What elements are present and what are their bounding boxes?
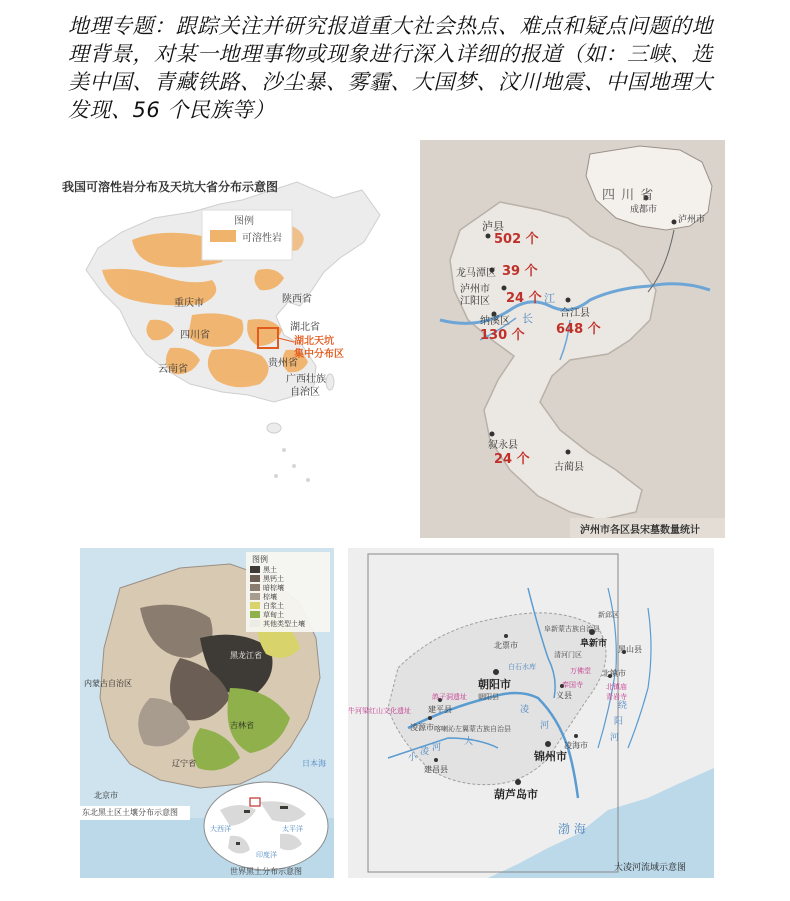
- county-name-gulin: 古蔺县: [554, 462, 584, 473]
- luzhou-inset-marker: [672, 220, 677, 225]
- label-guangxi-1: 广西壮族: [286, 374, 326, 385]
- county-count-hejiang: 648 个: [556, 322, 601, 337]
- city-jinzhou: 锦州市: [534, 750, 567, 763]
- soil-legend-swatches: [250, 566, 260, 627]
- river-char-1: 凌: [520, 705, 530, 715]
- soil-legend-item-5: 草甸土: [263, 611, 284, 619]
- river-char-8: 河: [610, 733, 620, 743]
- intro-paragraph: 地理专题：跟踪关注并研究报道重大社会热点、难点和疑点问题的地理背景，对某一地理事物或现象进行深入详细的报道（如：三峡、选美中国、青藏铁路、沙尘暴、雾霾、大国梦、汶川地震、中国地理大发现、56 个民族等）: [68, 14, 713, 122]
- label-bohai: 渤 海: [558, 822, 586, 836]
- label-kazuo: 喀喇沁左翼蒙古族自治县: [434, 725, 511, 733]
- county-name-longmatan: 龙马潭区: [456, 268, 496, 279]
- label-jilin: 吉林省: [230, 721, 254, 730]
- black-soil-map: [80, 548, 334, 878]
- soil-map-caption: 东北黑土区土壤分布示意图: [82, 808, 178, 817]
- label-atlantic: 大西洋: [210, 825, 231, 833]
- luzhou-map-caption: 泸州市各区县宋墓数量统计: [580, 525, 700, 536]
- city-jianping: 建平县: [428, 705, 452, 714]
- label-niuheliang: 牛河梁红山文化遗址: [348, 707, 411, 715]
- county-name-xuyong: 叙永县: [488, 440, 518, 451]
- daling-map-caption: 大凌河流域示意图: [614, 863, 687, 873]
- soil-legend-item-4: 白浆土: [263, 602, 284, 610]
- label-shaanxi: 陕西省: [282, 294, 312, 305]
- soil-legend-item-1: 黑钙土: [263, 575, 284, 583]
- city-linghai: 凌海市: [564, 741, 588, 750]
- inset-luzhou-label: 泸州市: [678, 215, 706, 225]
- label-hubei: 湖北省: [290, 322, 320, 333]
- label-liaoning: 辽宁省: [172, 759, 196, 768]
- city-fuxin: 阜新市: [580, 639, 608, 649]
- label-indian: 印度洋: [256, 851, 277, 859]
- soil-legend-title: 图例: [252, 555, 268, 564]
- label-wanfotang: 万佛堂: [570, 667, 591, 675]
- city-heishan: 黑山县: [618, 645, 642, 654]
- legend-swatch-karst: [210, 230, 236, 242]
- label-tiankeng-2: 集中分布区: [294, 349, 344, 360]
- label-baishi-reservoir: 白石水库: [508, 663, 536, 671]
- soil-legend-item-0: 黑土: [263, 566, 277, 574]
- river-char-jiang: 江: [544, 292, 555, 305]
- label-guizhou: 贵州省: [268, 358, 298, 369]
- label-chaoyang-county: 朝阳县: [478, 693, 499, 701]
- world-map-caption: 世界黑土分布示意图: [230, 867, 302, 876]
- city-huludao: 葫芦岛市: [494, 788, 538, 801]
- city-beipiao: 北票市: [494, 641, 518, 650]
- label-xinqiu: 新邱区: [598, 611, 619, 619]
- label-qingyansi: 青岩寺: [606, 693, 627, 701]
- label-yunnan: 云南省: [158, 364, 188, 375]
- legend-title: 图例: [234, 216, 254, 227]
- south-sea-islands: [274, 448, 310, 482]
- label-sichuan: 四川省: [180, 330, 210, 341]
- soil-legend-item-6: 其他类型土壤: [263, 620, 305, 628]
- label-neimeng: 内蒙古自治区: [84, 679, 132, 688]
- label-chongqing: 重庆市: [174, 298, 204, 309]
- daling-river-map: [348, 548, 714, 878]
- river-char-2: 河: [540, 721, 550, 731]
- karst-map-title: 我国可溶性岩分布及天坑大省分布示意图: [62, 180, 279, 194]
- label-guangxi-2: 自治区: [290, 387, 320, 398]
- legend-item-karst: 可溶性岩: [242, 233, 282, 244]
- county-count-longmatan: 39 个: [502, 264, 538, 279]
- county-count-jiangyang: 24 个: [506, 291, 542, 306]
- label-beijing: 北京市: [94, 791, 118, 800]
- county-name-luxian: 泸县: [482, 220, 504, 233]
- label-beizhenmiao: 北镇庙: [606, 683, 627, 691]
- label-gezidong: 鸽子洞遗址: [432, 693, 467, 701]
- river-char-6: 绕: [618, 701, 628, 711]
- county-count-naxi: 130 个: [480, 328, 525, 343]
- river-char-0: 大: [464, 737, 474, 747]
- label-qinghemen: 清河门区: [554, 651, 582, 659]
- county-count-luxian: 502 个: [494, 232, 539, 247]
- label-heilongjiang: 黑龙江省: [230, 651, 262, 660]
- city-chaoyang: 朝阳市: [478, 678, 511, 691]
- county-name-luzhou: 泸州市: [460, 284, 490, 295]
- label-fuxin-county: 阜新蒙古族自治县: [544, 625, 600, 633]
- label-pacific: 太平洋: [282, 825, 303, 833]
- river-char-5: 河: [432, 743, 442, 753]
- river-char-3: 小: [408, 753, 418, 763]
- label-fengguosi: 奉国寺: [562, 681, 583, 689]
- county-name-jiangyang: 江阳区: [460, 296, 490, 307]
- inset-sichuan-label: 四 川 省: [602, 188, 655, 203]
- luzhou-region-shape: [450, 202, 656, 520]
- hainan-island: [267, 423, 281, 433]
- city-jianchang: 建昌县: [424, 765, 448, 774]
- county-name-naxi: 纳溪区: [480, 316, 510, 327]
- soil-legend-item-2: 暗棕壤: [263, 584, 284, 592]
- county-name-hejiang: 合江县: [560, 308, 590, 319]
- river-char-7: 阳: [614, 717, 624, 727]
- label-tiankeng-1: 湖北天坑: [294, 336, 334, 347]
- river-char-chang: 长: [522, 312, 533, 325]
- city-beizhen: 北镇市: [602, 669, 626, 678]
- taiwan-island: [326, 374, 334, 390]
- river-char-4: 凌: [420, 747, 430, 757]
- county-count-xuyong: 24 个: [494, 452, 530, 467]
- city-lingyuan: 凌源市: [410, 723, 434, 732]
- label-japan-sea: 日本海: [302, 759, 326, 768]
- soil-legend-item-3: 棕壤: [263, 593, 277, 601]
- luzhou-map-graphic: [420, 140, 725, 538]
- karst-distribution-map: [62, 170, 412, 500]
- luzhou-tomb-map: [420, 140, 725, 538]
- city-yixian: 义县: [556, 691, 572, 700]
- inset-chengdu-label: 成都市: [630, 205, 658, 215]
